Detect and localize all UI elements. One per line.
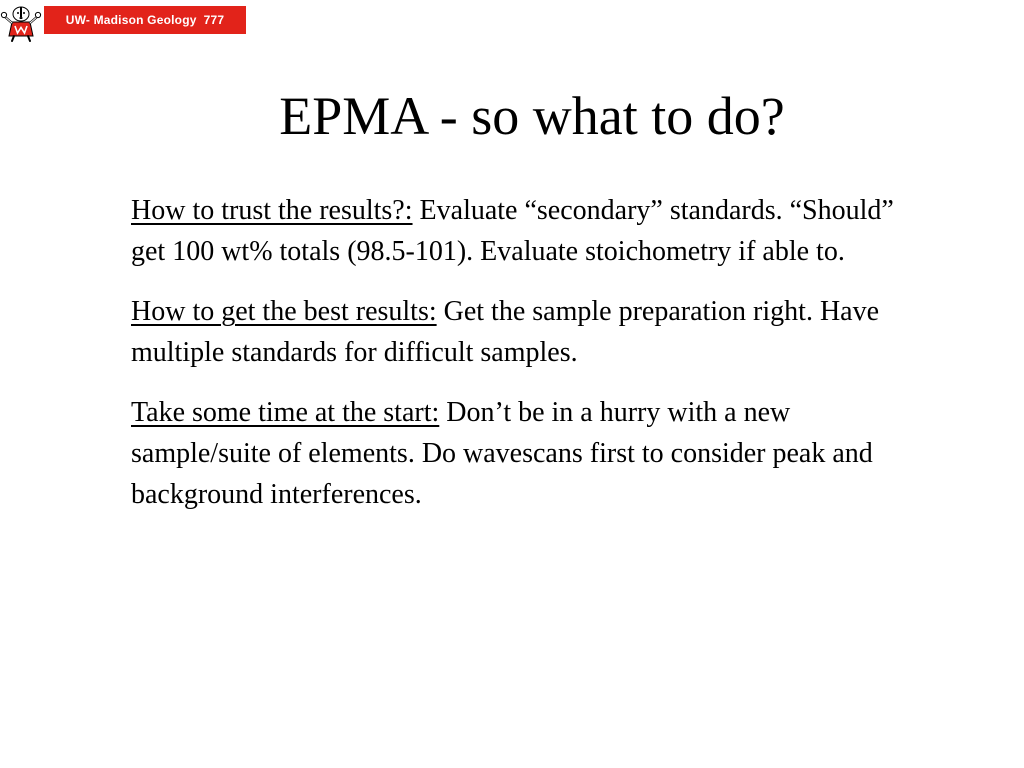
paragraph-text: Get the sample preparation right. Have multiple standards for difficult samples. (131, 296, 880, 368)
badger-mascot-icon (0, 0, 42, 42)
slide-body (131, 190, 901, 534)
paragraph-lead: Take some time at the start: (131, 397, 440, 428)
paragraph-lead: How to get the best results: (131, 296, 437, 327)
paragraph-trust-results (131, 190, 901, 272)
course-badge: UW- Madison Geology 777 (44, 6, 246, 34)
slide-title: EPMA - so what to do? (279, 86, 785, 146)
paragraph-take-time (131, 392, 901, 515)
paragraph-text: Evaluate “secondary” standards. “Should” get 100 wt% totals (98.5-101). Evaluate stoichometry if able to. (131, 195, 894, 267)
paragraph-lead: How to trust the results?: (131, 195, 413, 226)
paragraph-text: Don’t be in a hurry with a new sample/suite of elements. Do wavescans first to consider peak and background interferences. (131, 397, 873, 510)
paragraph-best-results (131, 291, 901, 373)
